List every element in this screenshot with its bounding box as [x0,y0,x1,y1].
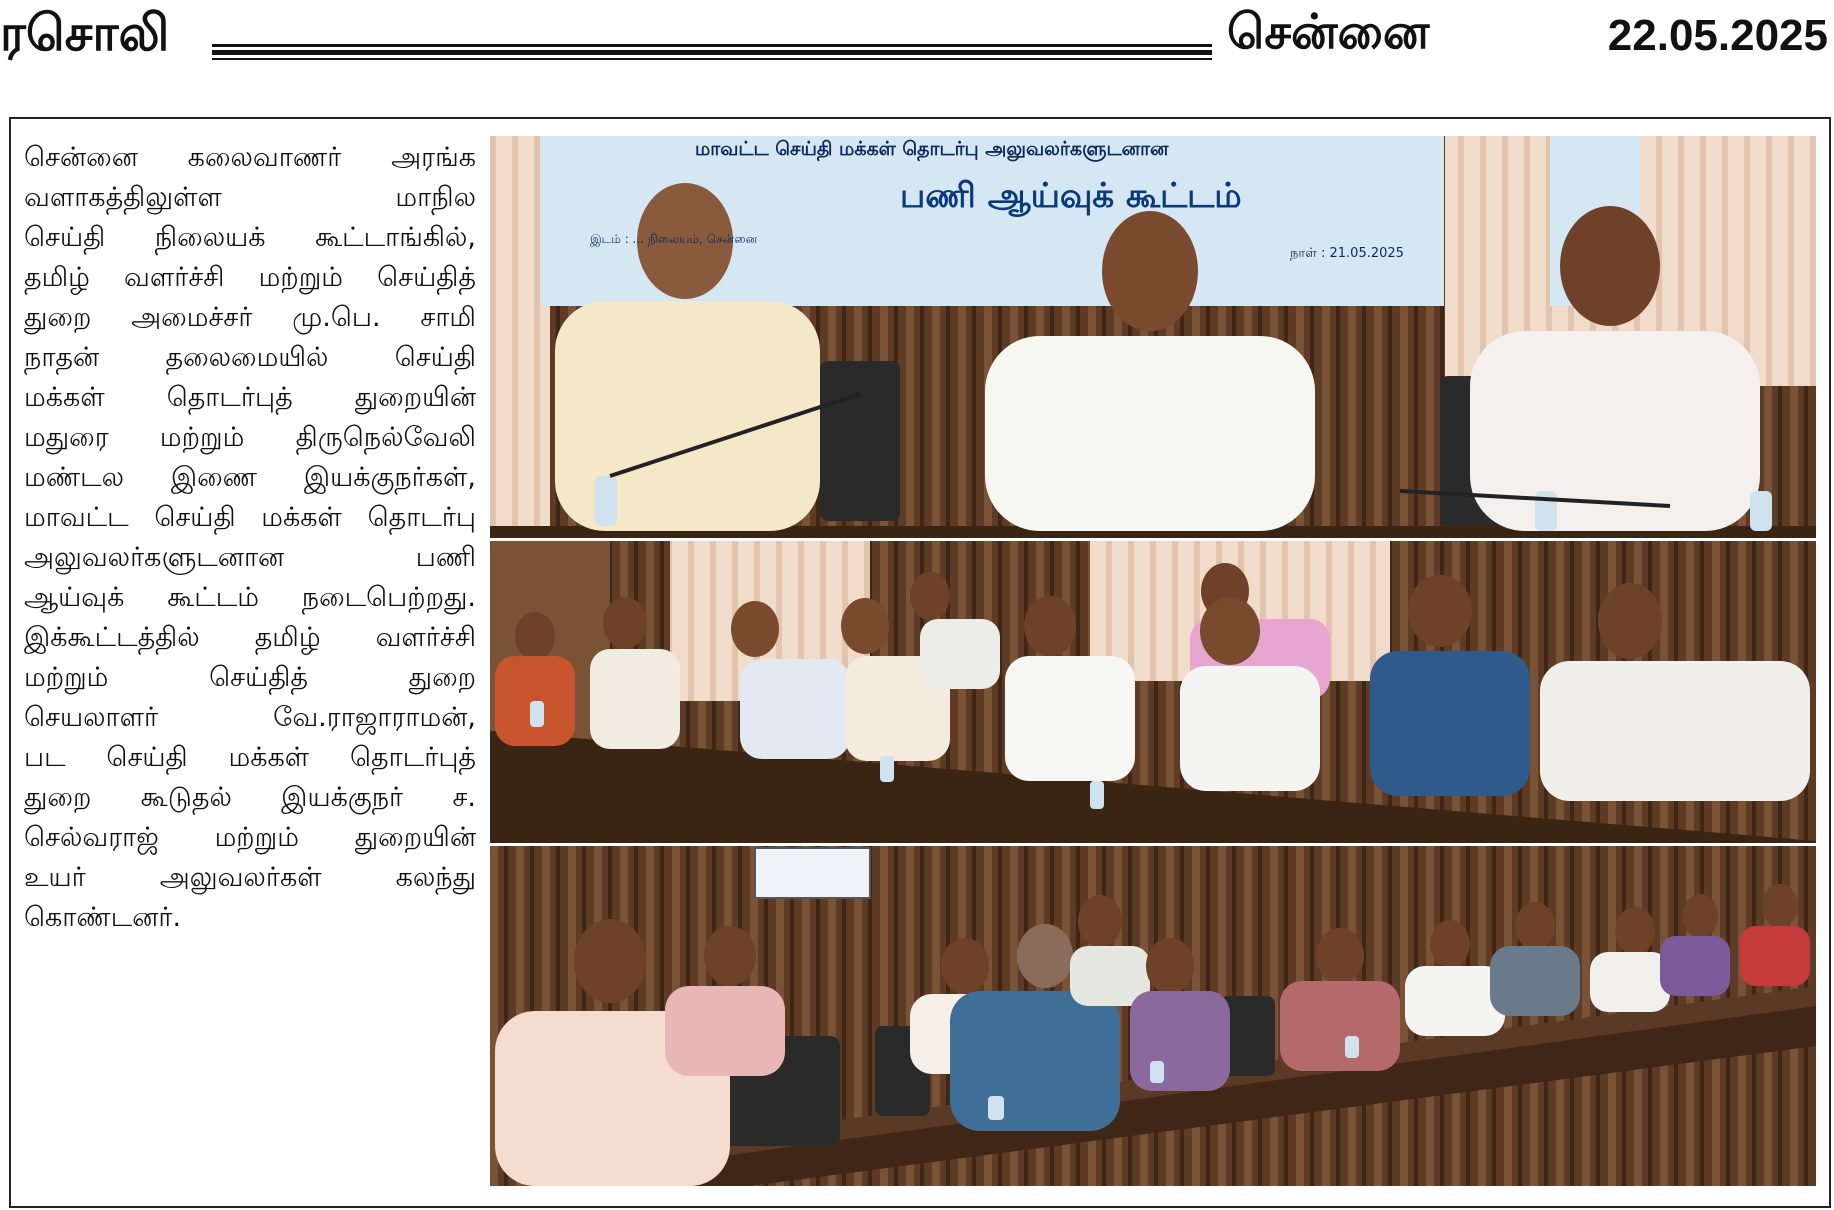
edition-city: சென்னை [1227,4,1430,60]
banner-place: இடம் : ... நிலையம், சென்னை [590,232,758,246]
article-line: மதுரை மற்றும் திருநெல்வேலி [24,422,476,453]
article-line: உயர் அலுவலர்கள் கலந்து [24,862,476,893]
article-line: மக்கள் தொடர்புத் துறையின் [24,382,476,413]
article-line: செயலாளர் வே.ராஜாராமன், [24,702,476,733]
masthead [0,0,1834,100]
article-line: மண்டல இணை இயக்குநர்கள், [24,462,476,493]
article-line: பட செய்தி மக்கள் தொடர்புத் [24,742,476,773]
masthead-rule [212,40,1212,62]
photo-hall [490,846,1816,1186]
article-line: சென்னை கலைவாணர் அரங்க [24,142,476,173]
article-line: அலுவலர்களுடனான பணி [24,542,476,573]
article-line: மற்றும் செய்தித் துறை [24,662,476,693]
banner-title: பணி ஆய்வுக் கூட்டம் [900,176,1242,216]
article-line: இக்கூட்டத்தில் தமிழ் வளர்ச்சி [24,622,476,653]
banner-date: நாள் : 21.05.2025 [1290,246,1404,261]
article-line: நாதன் தலைமையில் செய்தி [24,342,476,373]
edition-date: 22.05.2025 [1607,11,1828,60]
article-body [24,138,476,938]
article-line: துறை கூடுதல் இயக்குநர் ச. [24,782,476,813]
article-line: செய்தி நிலையக் கூட்டாங்கில், [24,222,476,253]
photo-officials [490,541,1816,843]
article-line: தமிழ் வளர்ச்சி மற்றும் செய்தித் [24,262,476,293]
banner-line1: மாவட்ட செய்தி மக்கள் தொடர்பு அலுவலர்களுடனான [695,138,1169,160]
newspaper-name: ரசொலி [0,4,170,62]
article-line: ஆய்வுக் கூட்டம் நடைபெற்றது. [24,582,476,613]
article-line: கொண்டனர். [24,902,182,933]
article-line: செல்வராஜ் மற்றும் துறையின் [24,822,476,853]
article-line: துறை அமைச்சர் மு.பெ. சாமி [24,302,476,333]
article-line: மாவட்ட செய்தி மக்கள் தொடர்பு [24,502,476,533]
photo-dais [490,136,1816,538]
article-line: வளாகத்திலுள்ள மாநில [24,182,476,213]
